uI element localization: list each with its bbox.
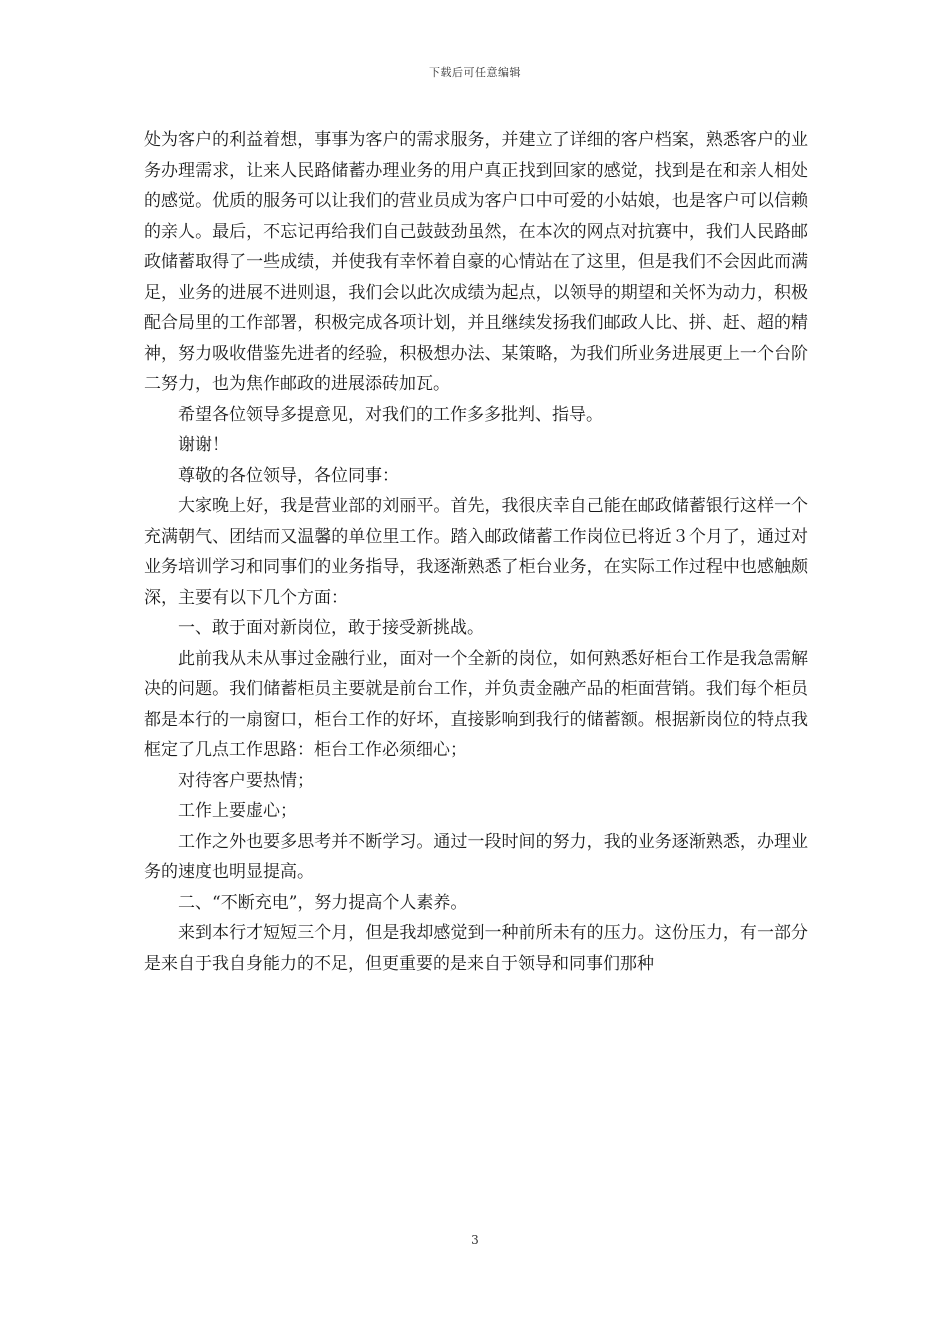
paragraph: 希望各位领导多提意见，对我们的工作多多批判、指导。 bbox=[178, 404, 603, 425]
paragraph: 尊敬的各位领导，各位同事： bbox=[178, 465, 399, 486]
paragraph: 谢谢！ bbox=[178, 435, 229, 455]
paragraph: 处为客户的利益着想，事事为客户的需求服务，并建立了详细的客户档案，熟悉客户的业务办理需求，让来人民路储蓄办理业务的用户真正找到回家的感觉，找到是在和亲人相处的感觉。优质的服务可以让我们的营业员成为客户口中可爱的小姑娘，也是客户可以信赖的亲人。最后，不忘记再给我们自己鼓鼓劲虽然，在本次的网点对抗赛中，我们人民路邮政储蓄取得了一些成绩，并使我有幸怀着自豪的心情站在了这里，但是我们不会因此而满足，业务的进展不进则退，我们会以此次成绩为起点，以领导的期望和关怀为动力，积极配合局里的工作部署，积极完成各项计划，并且继续发扬我们邮政人比、拼、赶、超的精神，努力吸收借鉴先进者的经验，积极想办法、某策略，为我们所业务进展更上一个台阶二努力，也为焦作邮政的进展添砖加瓦。 bbox=[144, 130, 808, 394]
paragraph: 对待客户要热情； bbox=[178, 770, 314, 791]
paragraph: 来到本行才短短三个月，但是我却感觉到一种前所未有的压力。这份压力，有一部分是来自于我自身能力的不足，但更重要的是来自于领导和同事们那种 bbox=[144, 923, 808, 974]
paragraph: 工作之外也要多思考并不断学习。通过一段时间的努力，我的业务逐渐熟悉，办理业务的速度也明显提高。 bbox=[144, 831, 808, 882]
paragraph: 工作上要虚心； bbox=[178, 801, 297, 821]
page-header: 下载后可任意编辑 bbox=[429, 66, 521, 79]
paragraph: 大家晚上好，我是营业部的刘丽平。首先，我很庆幸自己能在邮政储蓄银行这样一个充满朝气、团结而又温馨的单位里工作。踏入邮政储蓄工作岗位已将近３个月了，通过对业务培训学习和同事们的业务指导，我逐渐熟悉了柜台业务，在实际工作过程中也感触颇深，主要有以下几个方面： bbox=[144, 496, 808, 608]
section-heading: 一、敢于面对新岗位，敢于接受新挑战。 bbox=[178, 618, 484, 638]
section-heading: 二、“不断充电”，努力提高个人素养。 bbox=[178, 892, 468, 913]
page-number: 3 bbox=[471, 1233, 479, 1247]
paragraph: 此前我从未从事过金融行业，面对一个全新的岗位，如何熟悉好柜台工作是我急需解决的问题。我们储蓄柜员主要就是前台工作，并负责金融产品的柜面营销。我们每个柜员都是本行的一扇窗口，柜台工作的好坏，直接影响到我行的储蓄额。根据新岗位的特点我框定了几点工作思路：柜台工作必须细心； bbox=[144, 648, 808, 760]
document-body bbox=[144, 125, 808, 979]
